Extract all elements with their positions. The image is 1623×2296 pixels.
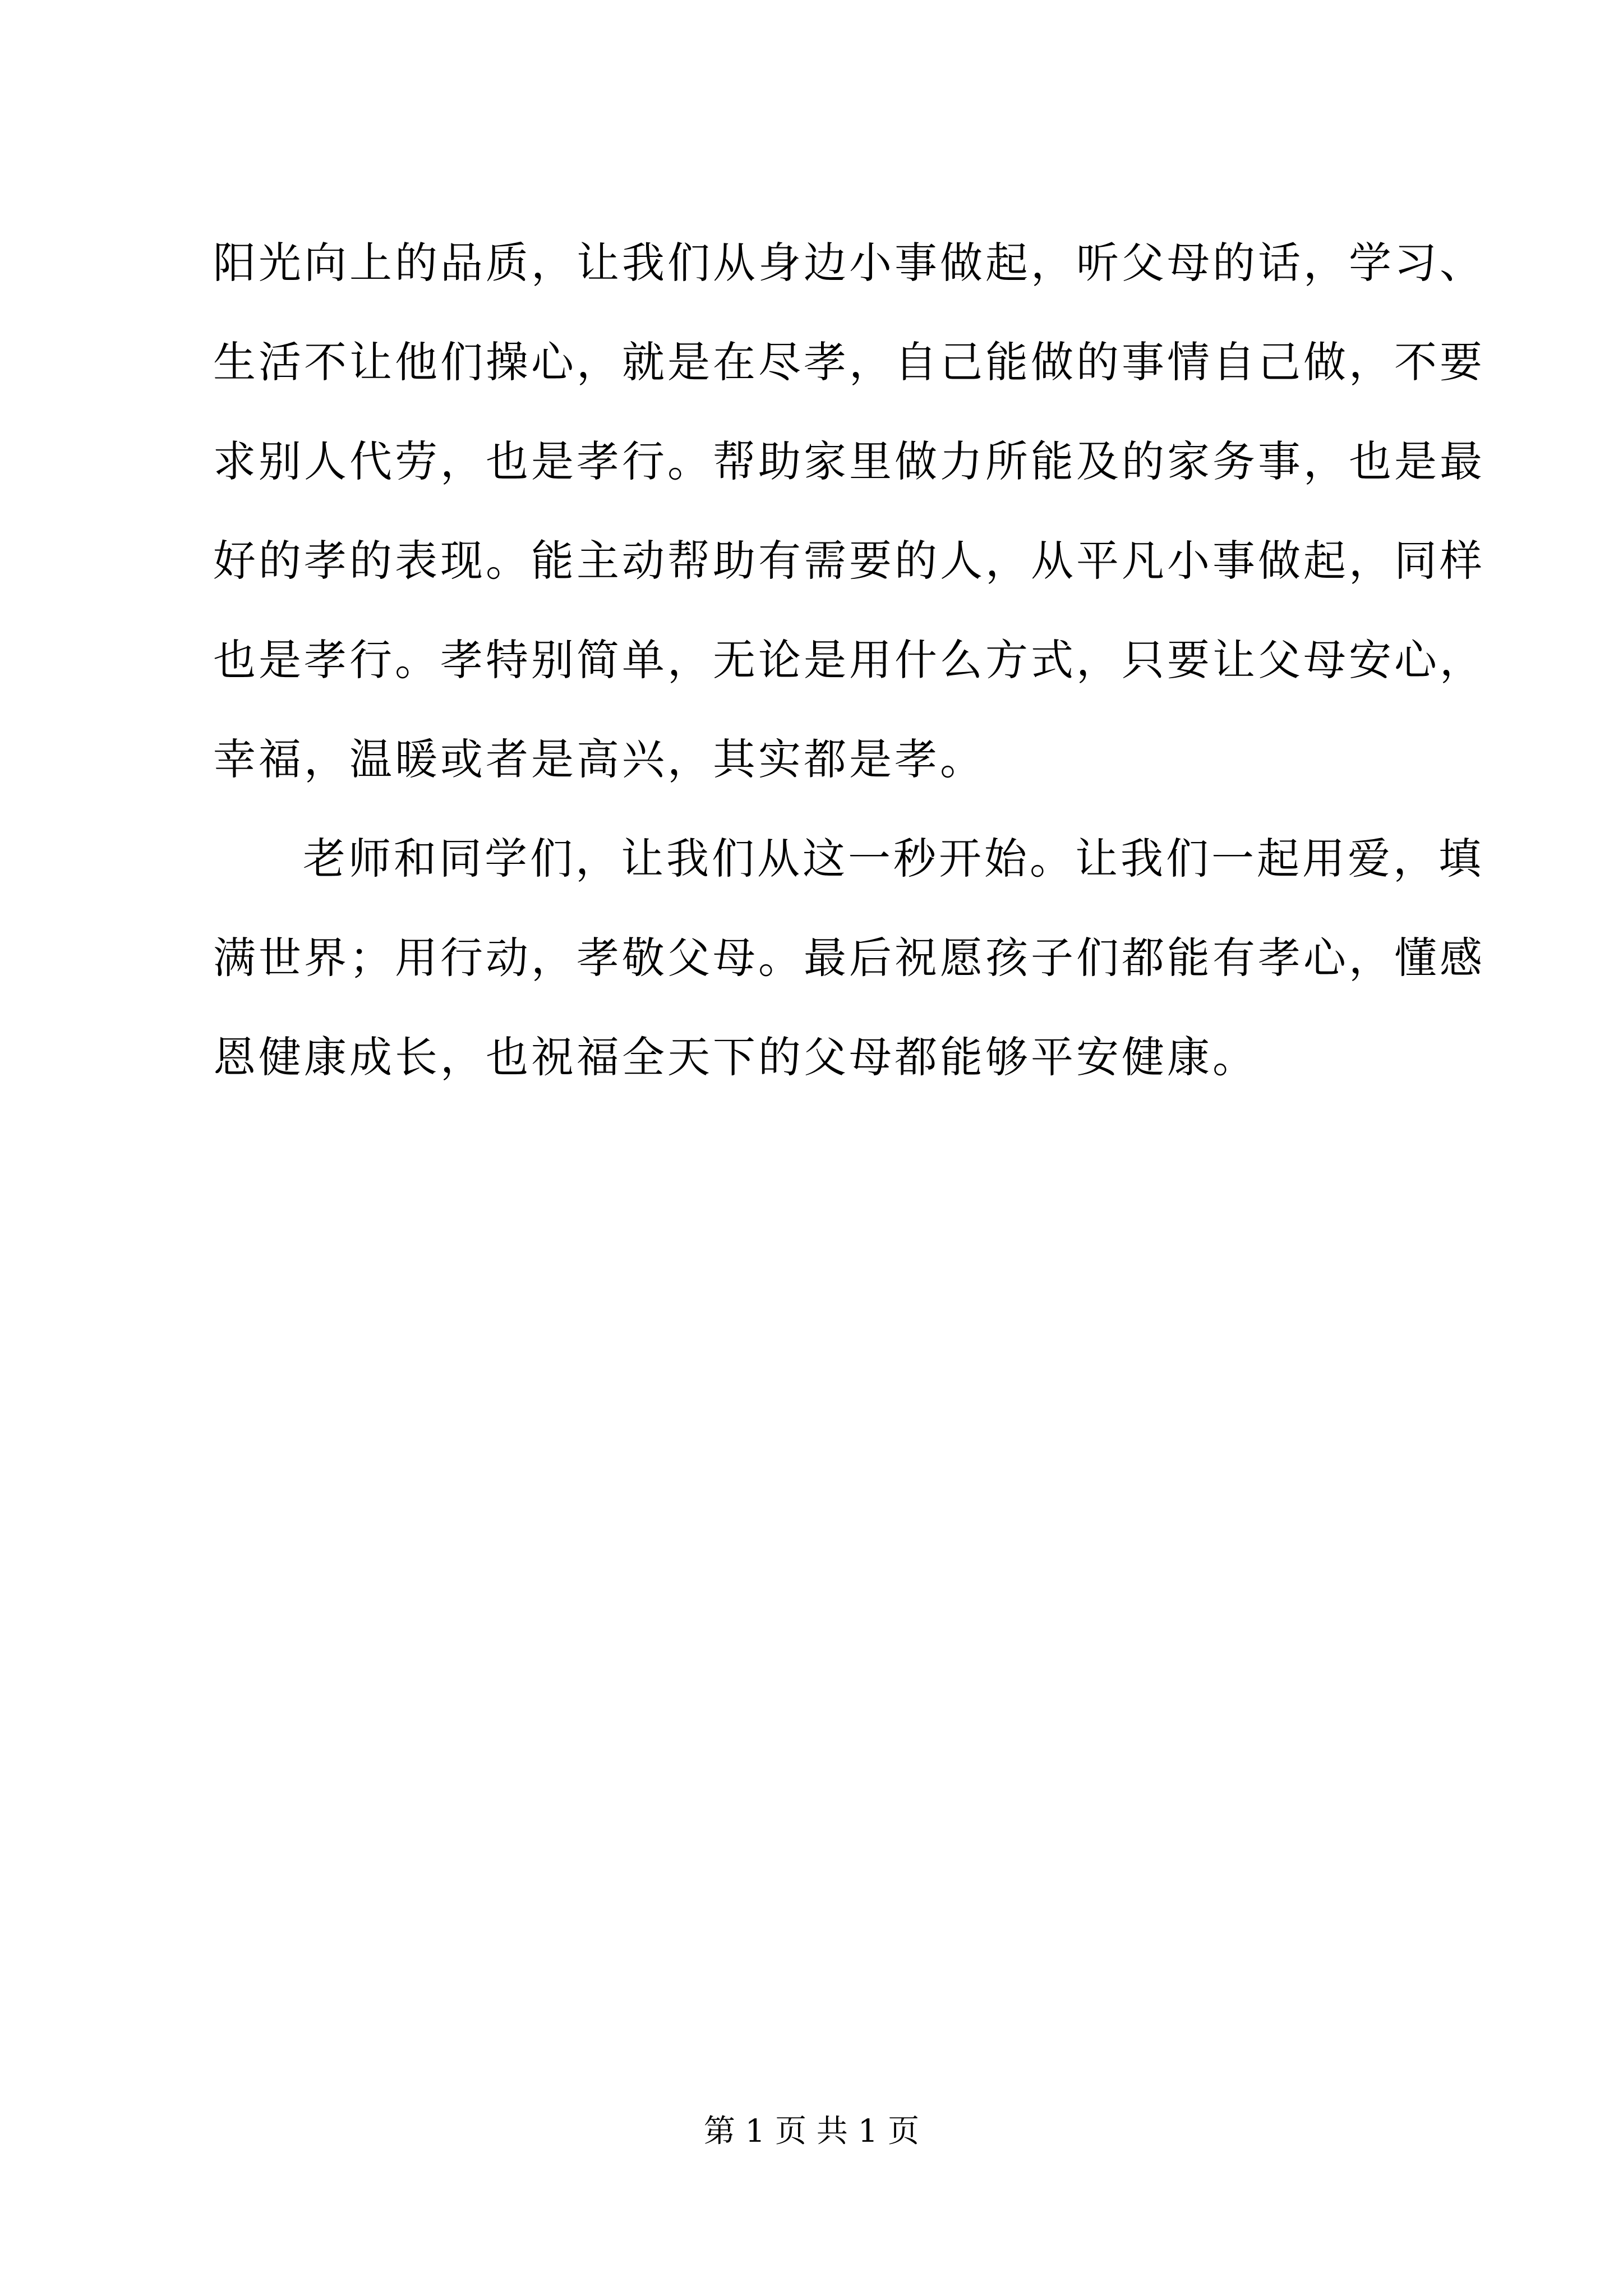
- paragraph-line: 幸福，温暖或者是高兴，其实都是孝。: [213, 734, 985, 784]
- paragraph-line: 求别人代劳，也是孝行。帮助家里做力所能及的家务事，也是最: [213, 436, 1485, 486]
- paragraph-line: 也是孝行。孝特别简单，无论是用什么方式，只要让父母安心，: [213, 635, 1485, 685]
- paragraph-line: 老师和同学们，让我们从这一秒开始。让我们一起用爱，填: [303, 834, 1484, 884]
- paragraph-line: 好的孝的表现。能主动帮助有需要的人，从平凡小事做起，同样: [213, 536, 1485, 586]
- paragraph-line: 阳光向上的品质，让我们从身边小事做起，听父母的话，学习、: [213, 238, 1485, 288]
- paragraph-line: 生活不让他们操心，就是在尽孝，自己能做的事情自己做，不要: [213, 337, 1485, 387]
- page-number-footer: 第 1 页 共 1 页: [703, 2113, 920, 2150]
- paragraph-1: [213, 213, 1485, 809]
- paragraph-2: [213, 809, 1485, 1107]
- paragraph-line: 满世界；用行动，孝敬父母。最后祝愿孩子们都能有孝心，懂感: [213, 933, 1485, 983]
- paragraph-line: 恩健康成长，也祝福全天下的父母都能够平安健康。: [213, 1032, 1258, 1082]
- document-body: [213, 213, 1485, 1107]
